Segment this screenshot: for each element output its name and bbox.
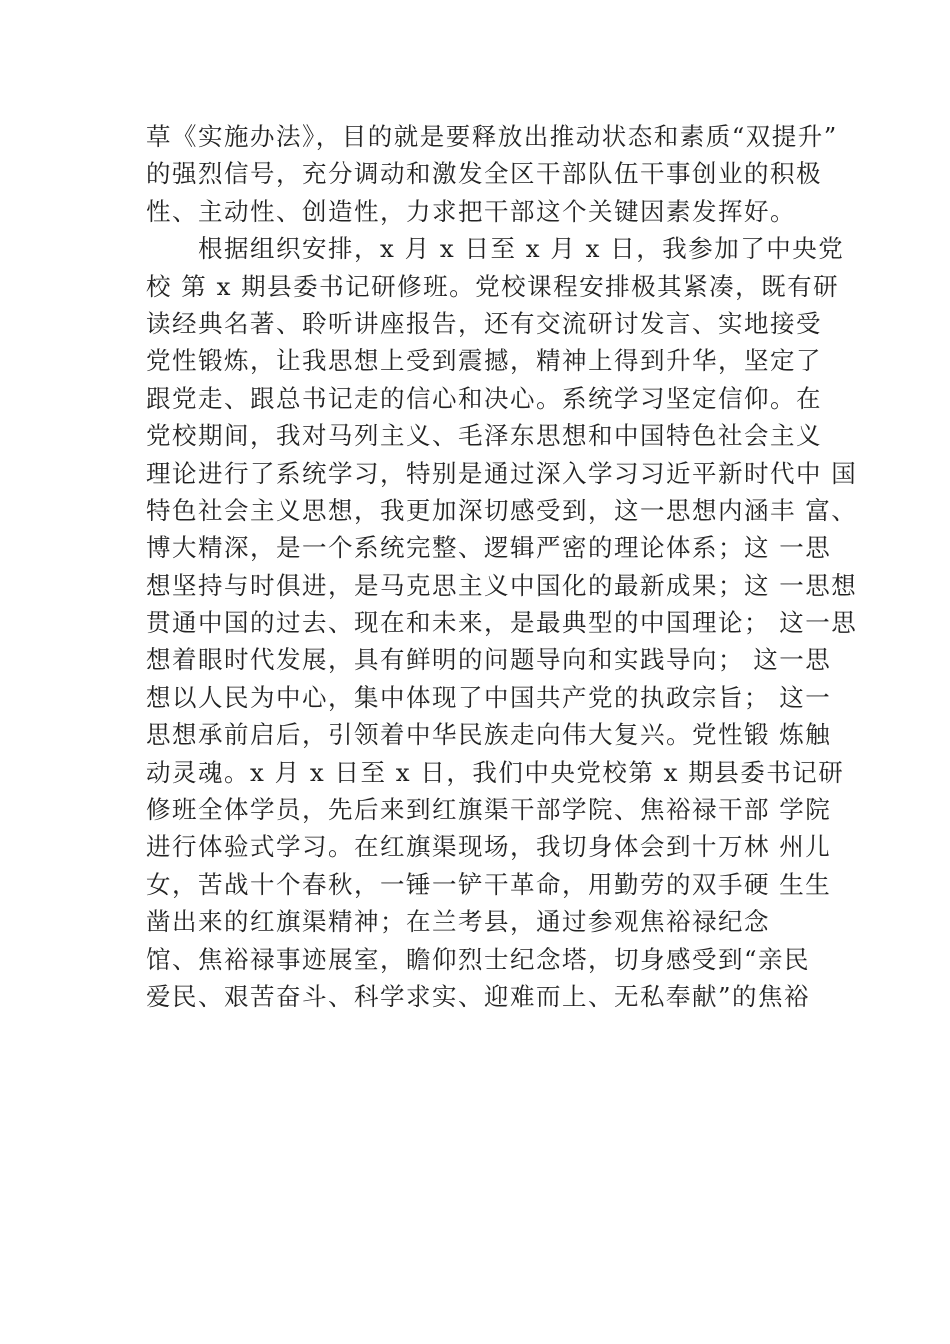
text-line: 凿出来的红旗渠精神；在兰考县，通过参观焦裕禄纪念 (146, 907, 770, 937)
text-line: 跟党走、跟总书记走的信心和决心。系统学习坚定信仰。在 (146, 383, 822, 413)
paragraph-start-line: 根据组织安排，x 月 x 日至 x 月 x 日，我参加了中央党 (146, 234, 845, 264)
text-line: 思想承前启后，引领着中华民族走向伟大复兴。党性锻 炼触 (146, 720, 832, 750)
text-line: 想着眼时代发展，具有鲜明的问题导向和实践导向； 这一思 (146, 645, 832, 675)
text-line: 校 第 x 期县委书记研修班。党校课程安排极其紧凑，既有研 (146, 271, 840, 301)
text-line: 想以人民为中心，集中体现了中国共产党的执政宗旨； 这一 (146, 682, 832, 712)
text-line: 贯通中国的过去、现在和未来，是最典型的中国理论； 这一思 (146, 608, 858, 638)
text-line: 党性锻炼，让我思想上受到震撼，精神上得到升华，坚定了 (146, 346, 822, 376)
text-line: 党校期间，我对马列主义、毛泽东思想和中国特色社会主义 (146, 421, 822, 451)
text-line: 进行体验式学习。在红旗渠现场，我切身体会到十万林 州儿 (146, 832, 832, 862)
text-line: 理论进行了系统学习，特别是通过深入学习习近平新时代中 国 (146, 458, 858, 488)
body-text (146, 118, 858, 1015)
text-line: 特色社会主义思想，我更加深切感受到，这一思想内涵丰 富、 (146, 495, 858, 525)
text-line: 草《实施办法》，目的就是要释放出推动状态和素质“双提升” (146, 122, 838, 151)
text-line: 性、主动性、创造性，力求把干部这个关键因素发挥好。 (146, 196, 796, 226)
text-line: 博大精深，是一个系统完整、逻辑严密的理论体系；这 一思 (146, 533, 832, 563)
text-line: 女，苦战十个春秋，一锤一铲干革命，用勤劳的双手硬 生生 (146, 869, 832, 899)
text-line: 馆、焦裕禄事迹展室，瞻仰烈士纪念塔，切身感受到“亲民 (146, 944, 811, 974)
text-line: 读经典名著、聆听讲座报告，还有交流研讨发言、实地接受 (146, 308, 822, 338)
text-line: 想坚持与时俱进，是马克思主义中国化的最新成果；这 一思想 (146, 570, 858, 600)
text-line: 动灵魂。x 月 x 日至 x 日，我们中央党校第 x 期县委书记研 (146, 757, 845, 787)
text-line: 的强烈信号，充分调动和激发全区干部队伍干事创业的积极 (146, 159, 822, 189)
text-line: 修班全体学员，先后来到红旗渠干部学院、焦裕禄干部 学院 (146, 795, 832, 825)
text-line: 爱民、艰苦奋斗、科学求实、迎难而上、无私奉献”的焦裕 (146, 981, 811, 1011)
